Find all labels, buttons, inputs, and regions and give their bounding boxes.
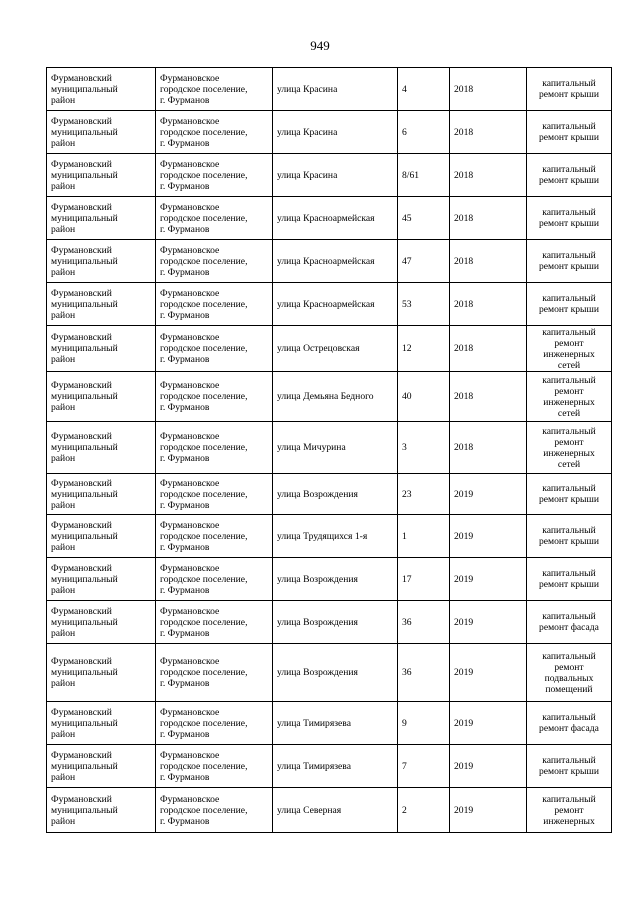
district-line: Фурмановский bbox=[51, 115, 112, 127]
district-line: муниципальный bbox=[51, 298, 118, 310]
settlement-line: городское поселение, bbox=[160, 530, 248, 542]
page-number: 949 bbox=[310, 38, 330, 53]
settlement-line: Фурмановское bbox=[160, 244, 220, 256]
settlement-line: г. Фурманов bbox=[160, 266, 210, 278]
year-cell: 2019 bbox=[450, 745, 527, 788]
settlement-line: г. Фурманов bbox=[160, 499, 210, 511]
house-cell: 53 bbox=[398, 283, 450, 326]
district-line: муниципальный bbox=[51, 667, 118, 678]
settlement-cell bbox=[156, 644, 273, 702]
street-cell: улица Острецовская bbox=[273, 326, 398, 372]
work-type-cell bbox=[527, 111, 612, 154]
work-type-line: ремонт фасада bbox=[539, 622, 599, 633]
table-row bbox=[47, 240, 612, 283]
district-line: район bbox=[51, 180, 76, 192]
table-row bbox=[47, 68, 612, 111]
district-line: Фурмановский bbox=[51, 158, 112, 170]
settlement-line: г. Фурманов bbox=[160, 771, 210, 783]
settlement-line: г. Фурманов bbox=[160, 815, 210, 827]
settlement-line: городское поселение, bbox=[160, 169, 248, 181]
district-line: район bbox=[51, 815, 76, 827]
house-cell: 3 bbox=[398, 422, 450, 474]
work-type-line: капитальный bbox=[542, 374, 596, 386]
district-line: район bbox=[51, 453, 76, 464]
work-type-line: ремонт bbox=[554, 436, 584, 448]
work-type-line: капитальный bbox=[542, 293, 596, 304]
settlement-line: Фурмановское bbox=[160, 562, 220, 574]
settlement-line: г. Фурманов bbox=[160, 728, 210, 740]
settlement-line: Фурмановское bbox=[160, 115, 220, 127]
district-line: район bbox=[51, 137, 76, 149]
house-cell: 4 bbox=[398, 68, 450, 111]
street-cell: улица Тимирязева bbox=[273, 745, 398, 788]
house-cell: 36 bbox=[398, 601, 450, 644]
district-line: Фурмановский bbox=[51, 201, 112, 213]
work-type-line: ремонт bbox=[554, 385, 584, 397]
year-cell: 2019 bbox=[450, 558, 527, 601]
district-line: муниципальный bbox=[51, 616, 118, 628]
district-line: район bbox=[51, 94, 76, 106]
year-cell: 2018 bbox=[450, 283, 527, 326]
work-type-line: капитальный bbox=[542, 755, 596, 766]
table-row bbox=[47, 515, 612, 558]
work-type-line: капитальный bbox=[542, 250, 596, 261]
work-type-line: капитальный bbox=[542, 425, 596, 437]
district-line: Фурмановский bbox=[51, 562, 112, 574]
district-line: район bbox=[51, 402, 76, 413]
work-type-cell bbox=[527, 788, 612, 833]
street-cell: улица Красноармейская bbox=[273, 240, 398, 283]
district-line: муниципальный bbox=[51, 573, 118, 585]
settlement-line: г. Фурманов bbox=[160, 541, 210, 553]
settlement-cell bbox=[156, 372, 273, 422]
house-cell: 36 bbox=[398, 644, 450, 702]
table-row bbox=[47, 326, 612, 372]
work-type-line: сетей bbox=[557, 407, 581, 419]
street-cell: улица Красноармейская bbox=[273, 197, 398, 240]
settlement-line: Фурмановское bbox=[160, 431, 220, 442]
work-type-line: ремонт крыши bbox=[538, 494, 600, 505]
street-cell: улица Тимирязева bbox=[273, 702, 398, 745]
district-line: муниципальный bbox=[51, 126, 118, 138]
work-type-cell bbox=[527, 326, 612, 372]
district-line: район bbox=[51, 627, 76, 639]
district-line: район bbox=[51, 541, 76, 553]
work-type-cell bbox=[527, 240, 612, 283]
year-cell: 2019 bbox=[450, 515, 527, 558]
settlement-cell bbox=[156, 283, 273, 326]
work-type-cell bbox=[527, 515, 612, 558]
work-type-line: капитальный bbox=[542, 611, 596, 622]
house-cell: 23 bbox=[398, 474, 450, 515]
table-row bbox=[47, 745, 612, 788]
settlement-line: городское поселение, bbox=[160, 391, 248, 402]
settlement-line: г. Фурманов bbox=[160, 584, 210, 596]
work-type-cell bbox=[527, 154, 612, 197]
table-row bbox=[47, 788, 612, 833]
street-cell: улица Красина bbox=[273, 68, 398, 111]
settlement-line: г. Фурманов bbox=[160, 354, 210, 365]
year-cell: 2019 bbox=[450, 474, 527, 515]
work-type-line: капитальный bbox=[542, 78, 596, 89]
house-cell: 2 bbox=[398, 788, 450, 833]
district-line: район bbox=[51, 223, 76, 235]
year-cell: 2018 bbox=[450, 240, 527, 283]
table-row bbox=[47, 644, 612, 702]
work-type-line: ремонт крыши bbox=[538, 89, 600, 100]
work-type-line: капитальный bbox=[542, 525, 596, 536]
settlement-cell bbox=[156, 68, 273, 111]
district-line: район bbox=[51, 354, 76, 365]
work-type-line: капитальный bbox=[542, 326, 596, 338]
district-cell bbox=[47, 788, 156, 833]
house-cell: 47 bbox=[398, 240, 450, 283]
street-cell: улица Возрождения bbox=[273, 558, 398, 601]
district-line: район bbox=[51, 584, 76, 596]
district-cell bbox=[47, 154, 156, 197]
settlement-line: г. Фурманов bbox=[160, 94, 210, 106]
district-cell bbox=[47, 515, 156, 558]
street-cell: улица Мичурина bbox=[273, 422, 398, 474]
street-cell: улица Красина bbox=[273, 111, 398, 154]
house-cell: 40 bbox=[398, 372, 450, 422]
settlement-line: г. Фурманов bbox=[160, 137, 210, 149]
street-cell: улица Северная bbox=[273, 788, 398, 833]
district-line: муниципальный bbox=[51, 169, 118, 181]
settlement-cell bbox=[156, 111, 273, 154]
settlement-line: Фурмановское bbox=[160, 477, 220, 489]
settlement-line: городское поселение, bbox=[160, 442, 248, 453]
table-row bbox=[47, 601, 612, 644]
district-line: район bbox=[51, 266, 76, 278]
year-cell: 2019 bbox=[450, 644, 527, 702]
district-cell bbox=[47, 644, 156, 702]
work-type-line: ремонт крыши bbox=[538, 304, 600, 315]
district-line: Фурмановский bbox=[51, 706, 112, 718]
district-cell bbox=[47, 372, 156, 422]
work-type-line: ремонт крыши bbox=[538, 766, 600, 777]
settlement-cell bbox=[156, 197, 273, 240]
district-line: Фурмановский bbox=[51, 656, 112, 667]
work-type-line: капитальный bbox=[542, 793, 596, 805]
settlement-line: Фурмановское bbox=[160, 749, 220, 761]
district-line: Фурмановский bbox=[51, 749, 112, 761]
settlement-cell bbox=[156, 601, 273, 644]
settlement-line: Фурмановское bbox=[160, 706, 220, 718]
year-cell: 2018 bbox=[450, 154, 527, 197]
settlement-line: Фурмановское bbox=[160, 793, 220, 805]
district-line: муниципальный bbox=[51, 343, 118, 354]
street-cell: улица Возрождения bbox=[273, 644, 398, 702]
district-line: муниципальный bbox=[51, 760, 118, 772]
settlement-line: Фурмановское bbox=[160, 158, 220, 170]
settlement-line: городское поселение, bbox=[160, 573, 248, 585]
district-line: район bbox=[51, 728, 76, 740]
work-type-line: ремонт крыши bbox=[538, 579, 600, 590]
street-cell: улица Возрождения bbox=[273, 474, 398, 515]
district-cell bbox=[47, 240, 156, 283]
work-type-line: ремонт bbox=[554, 661, 584, 673]
settlement-line: городское поселение, bbox=[160, 717, 248, 729]
work-type-line: капитальный bbox=[542, 650, 596, 662]
table-row bbox=[47, 702, 612, 745]
work-type-cell bbox=[527, 601, 612, 644]
settlement-line: городское поселение, bbox=[160, 667, 248, 678]
work-type-line: помещений bbox=[545, 683, 593, 695]
district-line: район bbox=[51, 499, 76, 511]
work-type-line: капитальный bbox=[542, 164, 596, 175]
settlement-cell bbox=[156, 788, 273, 833]
house-cell: 6 bbox=[398, 111, 450, 154]
district-line: муниципальный bbox=[51, 442, 118, 453]
settlement-line: г. Фурманов bbox=[160, 627, 210, 639]
work-type-line: ремонт крыши bbox=[538, 261, 600, 272]
repair-schedule-table bbox=[46, 67, 612, 833]
settlement-cell bbox=[156, 154, 273, 197]
street-cell: улица Демьяна Бедного bbox=[273, 372, 398, 422]
work-type-cell bbox=[527, 745, 612, 788]
year-cell: 2018 bbox=[450, 111, 527, 154]
street-cell: улица Красноармейская bbox=[273, 283, 398, 326]
work-type-cell bbox=[527, 197, 612, 240]
work-type-line: инженерных bbox=[543, 447, 595, 459]
settlement-cell bbox=[156, 240, 273, 283]
district-line: муниципальный bbox=[51, 530, 118, 542]
work-type-line: сетей bbox=[557, 359, 581, 371]
year-cell: 2018 bbox=[450, 422, 527, 474]
table-row bbox=[47, 372, 612, 422]
settlement-cell bbox=[156, 745, 273, 788]
year-cell: 2018 bbox=[450, 326, 527, 372]
district-line: район bbox=[51, 309, 76, 321]
district-cell bbox=[47, 745, 156, 788]
settlement-line: городское поселение, bbox=[160, 804, 248, 816]
district-line: Фурмановский bbox=[51, 287, 112, 299]
table-row bbox=[47, 422, 612, 474]
district-line: муниципальный bbox=[51, 83, 118, 95]
settlement-line: городское поселение, bbox=[160, 298, 248, 310]
work-type-line: ремонт bbox=[554, 804, 584, 816]
year-cell: 2019 bbox=[450, 788, 527, 833]
settlement-line: г. Фурманов bbox=[160, 180, 210, 192]
year-cell: 2019 bbox=[450, 702, 527, 745]
work-type-line: капитальный bbox=[542, 483, 596, 494]
house-cell: 12 bbox=[398, 326, 450, 372]
settlement-line: Фурмановское bbox=[160, 605, 220, 617]
district-line: муниципальный bbox=[51, 488, 118, 500]
settlement-line: Фурмановское bbox=[160, 519, 220, 531]
district-line: муниципальный bbox=[51, 717, 118, 729]
district-cell bbox=[47, 601, 156, 644]
district-cell bbox=[47, 326, 156, 372]
settlement-line: Фурмановское bbox=[160, 332, 220, 343]
district-line: Фурмановский bbox=[51, 244, 112, 256]
year-cell: 2019 bbox=[450, 601, 527, 644]
table-row bbox=[47, 558, 612, 601]
settlement-line: Фурмановское bbox=[160, 287, 220, 299]
work-type-cell bbox=[527, 474, 612, 515]
street-cell: улица Трудящихся 1-я bbox=[273, 515, 398, 558]
settlement-cell bbox=[156, 515, 273, 558]
work-type-line: ремонт крыши bbox=[538, 536, 600, 547]
district-line: Фурмановский bbox=[51, 605, 112, 617]
work-type-cell bbox=[527, 702, 612, 745]
settlement-line: городское поселение, bbox=[160, 760, 248, 772]
settlement-cell bbox=[156, 422, 273, 474]
district-line: Фурмановский bbox=[51, 431, 112, 442]
settlement-line: г. Фурманов bbox=[160, 453, 210, 464]
district-cell bbox=[47, 283, 156, 326]
table-body bbox=[47, 68, 612, 833]
district-line: Фурмановский bbox=[51, 793, 112, 805]
district-line: Фурмановский bbox=[51, 519, 112, 531]
settlement-line: городское поселение, bbox=[160, 212, 248, 224]
year-cell: 2018 bbox=[450, 372, 527, 422]
district-cell bbox=[47, 197, 156, 240]
house-cell: 1 bbox=[398, 515, 450, 558]
district-cell bbox=[47, 558, 156, 601]
work-type-cell bbox=[527, 644, 612, 702]
district-cell bbox=[47, 702, 156, 745]
district-cell bbox=[47, 111, 156, 154]
work-type-line: инженерных bbox=[543, 348, 595, 360]
district-cell bbox=[47, 68, 156, 111]
work-type-line: инженерных bbox=[543, 815, 595, 827]
district-cell bbox=[47, 474, 156, 515]
work-type-line: сетей bbox=[557, 458, 581, 470]
work-type-line: подвальных bbox=[544, 672, 594, 684]
settlement-line: Фурмановское bbox=[160, 72, 220, 84]
settlement-line: городское поселение, bbox=[160, 616, 248, 628]
settlement-line: г. Фурманов bbox=[160, 678, 210, 689]
district-line: Фурмановский bbox=[51, 72, 112, 84]
house-cell: 45 bbox=[398, 197, 450, 240]
district-line: Фурмановский bbox=[51, 380, 112, 391]
house-cell: 7 bbox=[398, 745, 450, 788]
house-cell: 17 bbox=[398, 558, 450, 601]
work-type-line: ремонт крыши bbox=[538, 175, 600, 186]
table-row bbox=[47, 111, 612, 154]
house-cell: 8/61 bbox=[398, 154, 450, 197]
work-type-line: капитальный bbox=[542, 568, 596, 579]
year-cell: 2018 bbox=[450, 197, 527, 240]
work-type-cell bbox=[527, 283, 612, 326]
settlement-line: городское поселение, bbox=[160, 126, 248, 138]
settlement-line: Фурмановское bbox=[160, 201, 220, 213]
work-type-cell bbox=[527, 68, 612, 111]
work-type-line: инженерных bbox=[543, 396, 595, 408]
district-line: район bbox=[51, 678, 76, 689]
table-row bbox=[47, 197, 612, 240]
settlement-cell bbox=[156, 326, 273, 372]
district-line: Фурмановский bbox=[51, 332, 112, 343]
district-line: муниципальный bbox=[51, 804, 118, 816]
work-type-line: ремонт крыши bbox=[538, 132, 600, 143]
settlement-line: г. Фурманов bbox=[160, 402, 210, 413]
settlement-line: городское поселение, bbox=[160, 343, 248, 354]
settlement-line: городское поселение, bbox=[160, 255, 248, 267]
district-line: район bbox=[51, 771, 76, 783]
settlement-cell bbox=[156, 702, 273, 745]
table-row bbox=[47, 154, 612, 197]
table-row bbox=[47, 474, 612, 515]
work-type-cell bbox=[527, 422, 612, 474]
work-type-line: ремонт bbox=[554, 337, 584, 349]
work-type-line: капитальный bbox=[542, 207, 596, 218]
work-type-cell bbox=[527, 372, 612, 422]
district-line: муниципальный bbox=[51, 255, 118, 267]
settlement-line: городское поселение, bbox=[160, 488, 248, 500]
settlement-line: Фурмановское bbox=[160, 656, 220, 667]
district-cell bbox=[47, 422, 156, 474]
settlement-line: городское поселение, bbox=[160, 83, 248, 95]
street-cell: улица Возрождения bbox=[273, 601, 398, 644]
house-cell: 9 bbox=[398, 702, 450, 745]
settlement-line: г. Фурманов bbox=[160, 309, 210, 321]
table-row bbox=[47, 283, 612, 326]
year-cell: 2018 bbox=[450, 68, 527, 111]
work-type-cell bbox=[527, 558, 612, 601]
street-cell: улица Красина bbox=[273, 154, 398, 197]
work-type-line: капитальный bbox=[542, 121, 596, 132]
work-type-line: капитальный bbox=[542, 712, 596, 723]
work-type-line: ремонт фасада bbox=[539, 723, 599, 734]
district-line: Фурмановский bbox=[51, 477, 112, 489]
work-type-line: ремонт крыши bbox=[538, 218, 600, 229]
settlement-cell bbox=[156, 558, 273, 601]
district-line: муниципальный bbox=[51, 391, 118, 402]
settlement-line: г. Фурманов bbox=[160, 223, 210, 235]
settlement-cell bbox=[156, 474, 273, 515]
settlement-line: Фурмановское bbox=[160, 380, 220, 391]
district-line: муниципальный bbox=[51, 212, 118, 224]
